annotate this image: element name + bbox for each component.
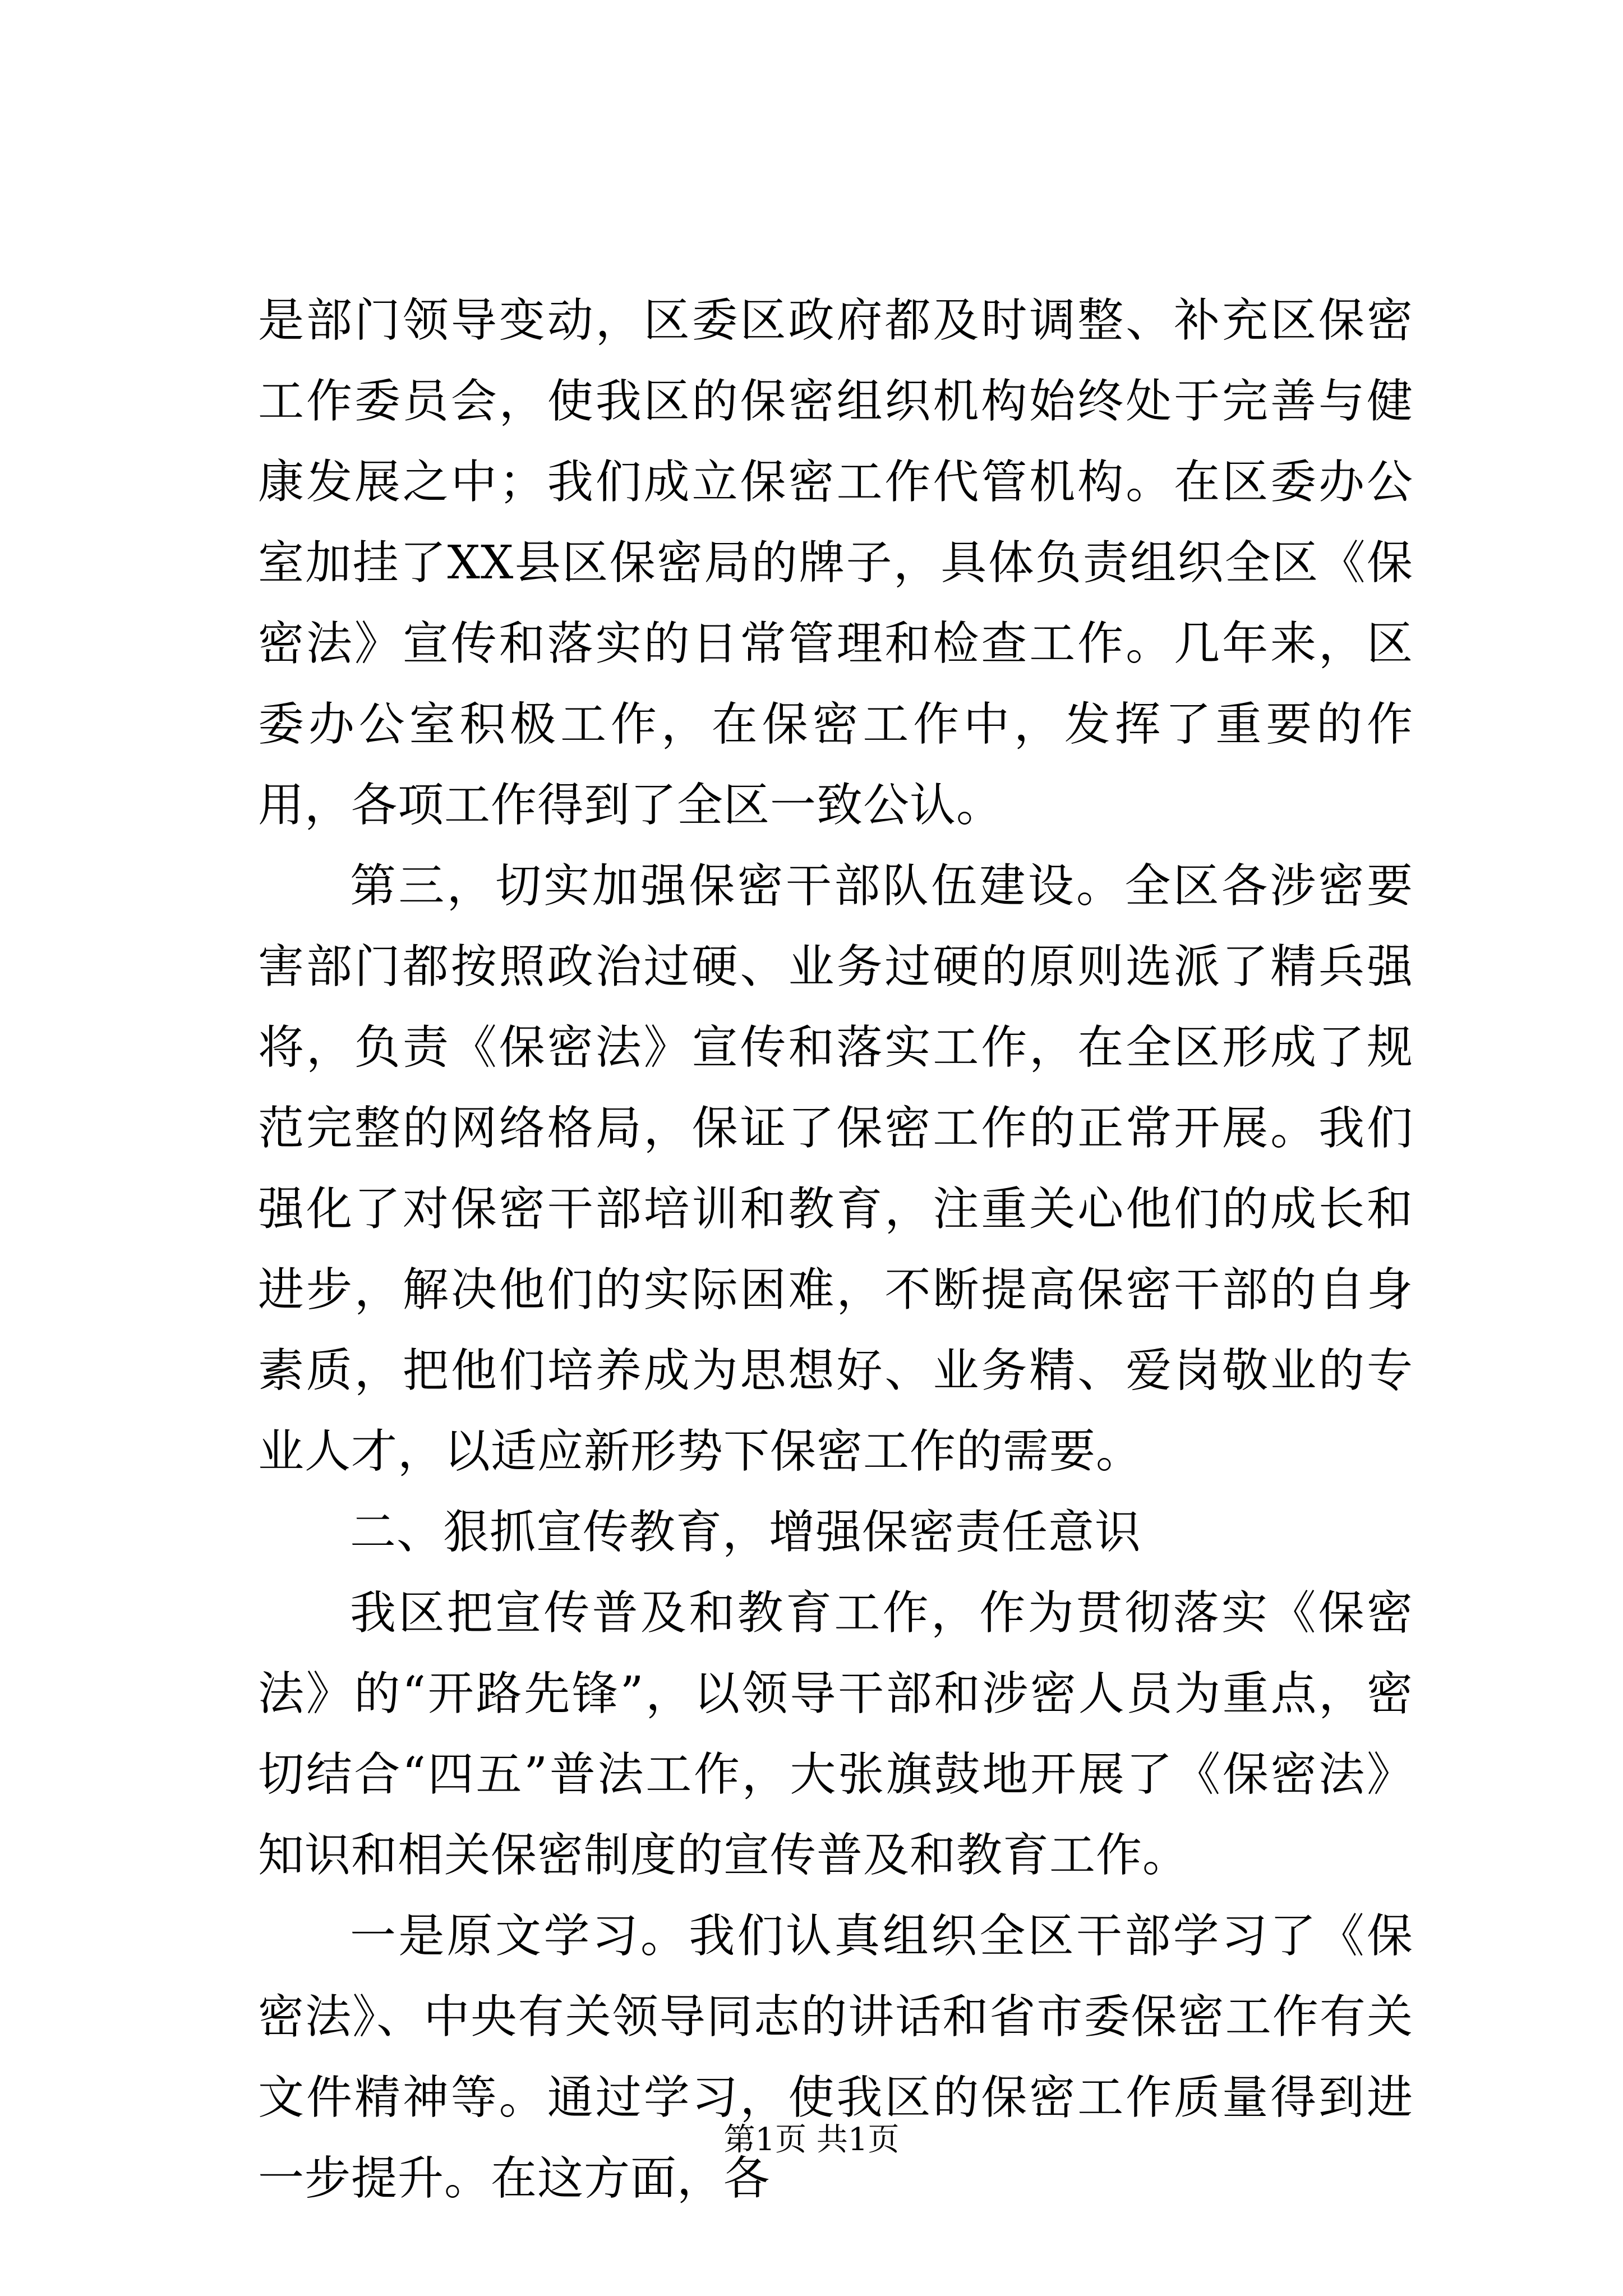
paragraph-study: 一是原文学习。我们认真组织全区干部学习了《保密法》、中央有关领导同志的讲话和省市委保密工作有关文件精神等。通过学习，使我区的保密工作质量得到进一步提升。在这方面，各: [258, 1910, 1413, 2205]
section-heading: 二、狠抓宣传教育，增强保密责任意识: [350, 1506, 1142, 1559]
page-footer: 第1页 共1页: [723, 2122, 900, 2158]
paragraph-third-point: 第三，切实加强保密干部队伍建设。全区各涉密要害部门都按照政治过硬、业务过硬的原则选派了精兵强将，负责《保密法》宣传和落实工作，在全区形成了规范完整的网络格局，保证了保密工作的正常开展。我们强化了对保密干部培训和教育，注重关心他们的成长和进步，解决他们的实际困难，不断提高保密干部的自身素质，把他们培养成为思想好、业务精、爱岗敬业的专业人才，以适应新形势下保密工作的需要。: [258, 859, 1413, 1478]
document-body: [258, 280, 1413, 2219]
paragraph-publicity: 我区把宣传普及和教育工作，作为贯彻落实《保密法》的“开路先锋”，以领导干部和涉密人员为重点，密切结合“四五”普法工作，大张旗鼓地开展了《保密法》知识和相关保密制度的宣传普及和教育工作。: [258, 1586, 1413, 1882]
paragraph-continuation: 是部门领导变动，区委区政府都及时调整、补充区保密工作委员会，使我区的保密组织机构始终处于完善与健康发展之中；我们成立保密工作代管机构。在区委办公室加挂了XX县区保密局的牌子，具体负责组织全区《保密法》宣传和落实的日常管理和检查工作。几年来，区委办公室积极工作，在保密工作中，发挥了重要的作用，各项工作得到了全区一致公认。: [258, 294, 1413, 832]
